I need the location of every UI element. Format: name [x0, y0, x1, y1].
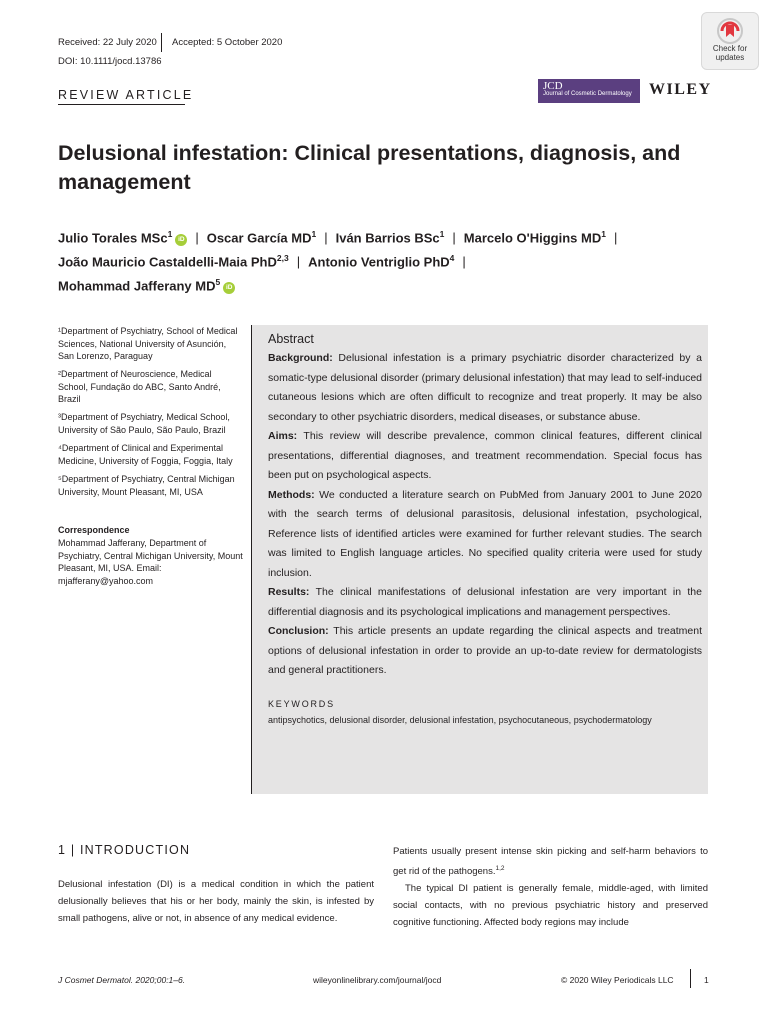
author-name[interactable]: Antonio Ventriglio PhD: [308, 254, 450, 270]
abstract-conclusion: [268, 622, 702, 681]
affiliation: ⁴Department of Clinical and Experimental Medicine, University of Foggia, Foggia, Italy: [58, 443, 233, 466]
footer-journal-url[interactable]: wileyonlinelibrary.com/journal/jocd: [313, 975, 442, 985]
author-separator: |: [462, 254, 466, 270]
author-name[interactable]: Mohammad Jafferany MD: [58, 278, 216, 294]
correspondence-details: Mohammad Jafferany, Department of Psychiatry, Central Michigan University, Mount Pleasant, MI, USA. Email: mjafferany@yahoo.com: [58, 538, 243, 586]
check-for-updates-label: Check for updates: [712, 44, 748, 62]
author-line-2: [58, 249, 718, 271]
affiliation: ³Department of Psychiatry, Medical School, University of São Paulo, São Paulo, Brazil: [58, 412, 230, 435]
footer-copyright: © 2020 Wiley Periodicals LLC: [561, 975, 674, 985]
footer-citation: J Cosmet Dermatol. 2020;00:1–6.: [58, 975, 186, 985]
abstract-section-label: Aims:: [268, 430, 298, 442]
abstract-results: [268, 583, 702, 622]
page-number: 1: [704, 975, 709, 985]
author-separator: |: [452, 230, 456, 246]
author-name[interactable]: João Mauricio Castaldelli-Maia PhD: [58, 254, 277, 270]
received-date: Received: 22 July 2020: [58, 37, 157, 48]
orcid-icon[interactable]: iD: [223, 282, 235, 294]
footer-divider: [690, 969, 691, 988]
intro-paragraph: Delusional infestation (DI) is a medical condition in which the patient delusionally believes that his or her body, mainly the skin, is infested by small pathogens, alive or not, in absence of any medical evidence.: [58, 879, 374, 924]
abstract-section-text: This article presents an update regarding the clinical aspects and treatment options of delusional infestation in order to provide an up-to-date review for dermatologists and general practitioners.: [268, 625, 702, 676]
author-line-1: [58, 225, 718, 247]
affiliation: ²Department of Neuroscience, Medical School, Fundação do ABC, Santo André, Brazil: [58, 369, 221, 404]
abstract-section-text: This review will describe prevalence, common clinical features, different clinical presentations, differential diagnoses, and treatment recommendation. Special focus has been put on psychological aspects.: [268, 430, 702, 481]
correspondence-heading: Correspondence: [58, 525, 130, 535]
abstract-section-label: Results:: [268, 586, 310, 598]
author-affiliation-sup: 1: [601, 229, 606, 239]
abstract-section-text: Delusional infestation is a primary psychiatric disorder characterized by a somatic-type delusional disorder (primary delusional infestation) that may lead to self-induced cutaneous lesions which are often difficult to recognize and treat properly. It may be also secondary to other psychiatric disorders, medical diseases, or substance abuse.: [268, 352, 702, 423]
author-affiliation-sup: 4: [449, 253, 455, 263]
publisher-logo[interactable]: WILEY: [649, 81, 712, 98]
affiliation: ⁵Department of Psychiatry, Central Michigan University, Mount Pleasant, MI, USA: [58, 474, 235, 497]
bookmark-icon: [717, 18, 743, 44]
intro-paragraph: [393, 843, 708, 880]
author-separator: |: [296, 254, 301, 270]
author-name[interactable]: Oscar García MD: [206, 230, 312, 246]
author-affiliation-sup: 1: [439, 229, 445, 239]
author-separator: |: [324, 230, 328, 246]
journal-name: Journal of Cosmetic Dermatology: [543, 91, 632, 97]
keywords-heading: KEYWORDS: [268, 698, 335, 709]
author-name[interactable]: Iván Barrios BSc: [335, 230, 440, 246]
abstract-methods: [268, 486, 702, 584]
check-for-updates-button[interactable]: [701, 12, 759, 70]
accepted-date: Accepted: 5 October 2020: [172, 37, 283, 48]
article-title: Delusional infestation: Clinical presentations, diagnosis, and management: [58, 141, 681, 194]
header-divider: [161, 33, 162, 52]
abstract-aims: [268, 427, 702, 486]
author-affiliation-sup: 1: [311, 229, 317, 239]
affiliation: ¹Department of Psychiatry, School of Medical Sciences, National University of Asunción, San Lorenzo, Paraguay: [58, 326, 238, 361]
abstract-section-label: Background:: [268, 352, 333, 364]
abstract-heading: Abstract: [268, 332, 314, 346]
journal-abbr: JCD: [543, 80, 563, 92]
author-name[interactable]: Julio Torales MSc: [58, 230, 168, 246]
article-type-rule: [58, 104, 185, 105]
author-affiliation-sup: 2,3: [276, 253, 289, 263]
article-type-label: REVIEW ARTICLE: [58, 88, 194, 102]
abstract-background: [268, 349, 702, 427]
intro-text: Patients usually present intense skin picking and self-harm behaviors to get rid of the pathogens.: [393, 846, 708, 878]
author-separator: |: [195, 230, 199, 246]
abstract-section-label: Conclusion:: [268, 625, 329, 637]
author-line-3: [58, 273, 718, 295]
intro-paragraph: The typical DI patient is generally female, middle-aged, with limited social contacts, with no previous psychiatric history and preserved cognitive functioning. Affected body regions may include: [393, 883, 708, 929]
abstract-box: [251, 325, 708, 794]
author-affiliation-sup: 5: [215, 277, 221, 287]
section-heading-introduction: 1 | INTRODUCTION: [58, 843, 191, 857]
abstract-section-text: The clinical manifestations of delusional infestation are very important in the differential diagnosis and its psychological implications and management perspectives.: [268, 586, 702, 618]
citation-ref[interactable]: 1,2: [495, 865, 505, 872]
orcid-icon[interactable]: iD: [175, 234, 187, 246]
doi-link[interactable]: DOI: 10.1111/jocd.13786: [58, 56, 162, 67]
abstract-section-text: We conducted a literature search on PubMed from January 2001 to June 2020 with the search terms of delusional parasitosis, delusional infestation, psychological, Reference lists of identified articles were examined for further relevant studies. The search was limited to English language articles. No specified quality criteria were used for study inclusion.: [268, 488, 702, 579]
author-affiliation-sup: 1: [167, 229, 173, 239]
intro-column-2: [393, 843, 708, 931]
abstract-section-label: Methods:: [268, 488, 315, 501]
journal-logo[interactable]: [538, 79, 640, 103]
keywords-list: antipsychotics, delusional disorder, delusional infestation, psychocutaneous, psychodermatology: [268, 714, 652, 725]
author-name[interactable]: Marcelo O'Higgins MD: [463, 230, 602, 246]
author-separator: |: [613, 230, 618, 246]
